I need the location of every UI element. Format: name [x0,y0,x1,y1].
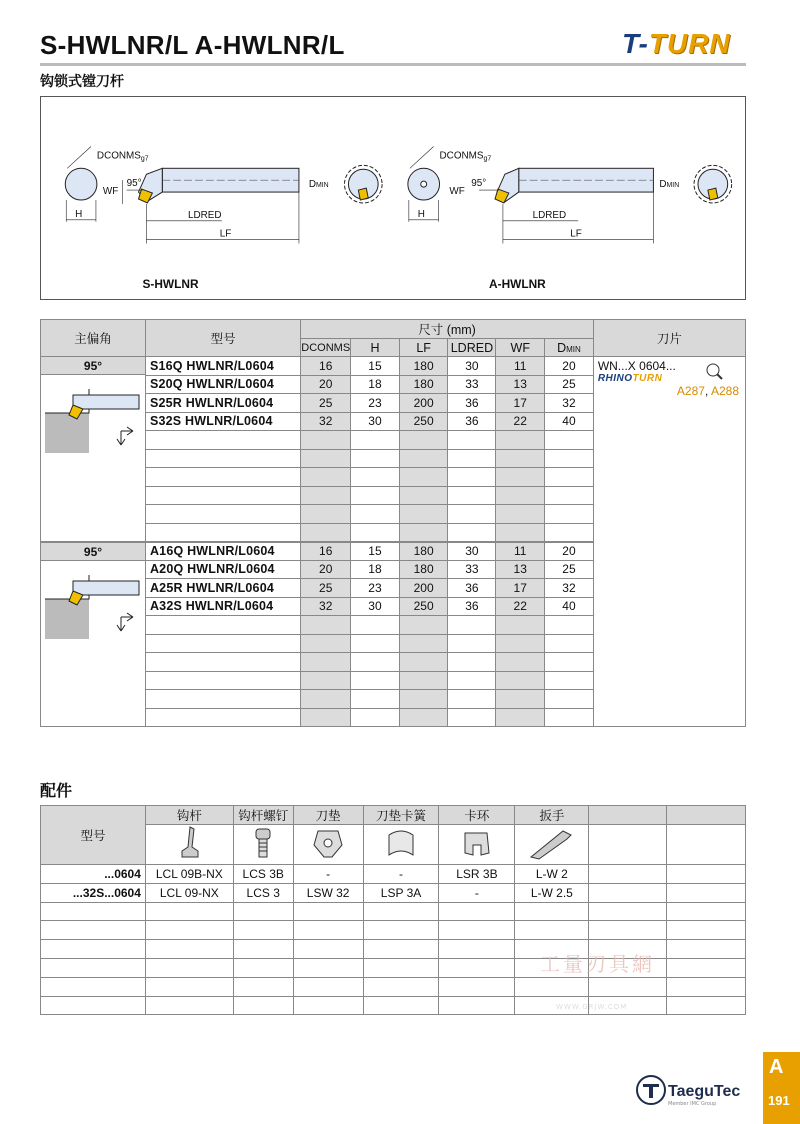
accessory-part [233,921,293,940]
dim-value: 36 [448,597,496,616]
dim-value [399,708,448,727]
dim-value [496,486,545,505]
accessory-part: LSR 3B [439,865,515,884]
accessory-part [293,940,363,959]
dim-value [301,616,351,635]
dim-value: 30 [351,412,400,431]
model-code [145,431,300,450]
dim-value [351,468,400,487]
model-code [145,616,300,635]
dim-value [399,431,448,450]
accessory-model [41,921,146,940]
col-dims-header: 尺寸 (mm) [301,320,594,339]
model-code [145,505,300,524]
dim-value: 33 [448,375,496,394]
accessory-model [41,902,146,921]
accessory-part [145,958,233,977]
section-tab [763,1052,800,1124]
svg-text:DMIN: DMIN [308,179,329,191]
accessory-part: LSW 32 [293,883,363,902]
accessory-part [145,921,233,940]
col-insert-header: 刀片 [593,320,745,357]
accessory-part [667,921,746,940]
dim-value [301,468,351,487]
dim-value [496,523,545,542]
accessory-part [145,977,233,996]
model-code: S32S HWLNR/L0604 [145,412,300,431]
dim-value: 36 [448,412,496,431]
dim-value [448,708,496,727]
dim-value [399,468,448,487]
accessory-part: - [439,883,515,902]
screw-icon [233,825,293,865]
dim-value [545,468,594,487]
accessory-part [667,883,746,902]
shim-spring-icon [363,825,439,865]
svg-text:DCONMSg7: $DCONMS_{g7}$ [96,150,149,163]
accessory-part [439,996,515,1015]
dim-header-h: H [351,339,400,357]
accessory-model: ...32S...0604 [41,883,146,902]
accessory-part [439,958,515,977]
acc-col-clamp-lever: 钩杆 [145,806,233,825]
dim-value: 16 [301,357,351,376]
dim-value [496,653,545,672]
dim-value: 15 [351,542,400,561]
magnifier-icon [704,361,724,381]
accessory-part [667,977,746,996]
dim-value [351,671,400,690]
dim-header-wf: WF [496,339,545,357]
taegutec-logo-text: TaeguTec [668,1083,741,1100]
svg-text:DMIN: DMIN [659,179,680,191]
svg-text:95°: 95° [471,178,487,190]
insert-code: WN...X 0604... [597,359,676,373]
clamp-lever-icon [145,825,233,865]
table-row [41,865,746,884]
table-row [41,977,746,996]
acc-col-empty-2 [667,806,746,825]
dim-value: 13 [496,560,545,579]
rhino-turn-logo: RHINOTURN [597,373,663,384]
dim-value [399,671,448,690]
svg-text:S-HWLNR: S-HWLNR [142,277,199,292]
dim-value [545,616,594,635]
dim-value [448,690,496,709]
svg-text:H: H [417,208,425,220]
approach-angle: 95° [41,543,145,561]
accessory-part: LCL 09-NX [145,883,233,902]
dim-value [496,449,545,468]
angle-cell [41,542,146,727]
page-subtitle: 钩锁式镗刀杆 [40,74,124,90]
accessory-part [515,902,589,921]
accessory-part: LCL 09B-NX [145,865,233,884]
dim-value [351,634,400,653]
dim-value [545,653,594,672]
dim-value: 20 [545,357,594,376]
dim-value [496,431,545,450]
accessory-part [515,921,589,940]
acc-col-model-header: 型号 [41,806,146,865]
dim-value [399,449,448,468]
dim-value: 250 [399,597,448,616]
dim-value: 200 [399,579,448,598]
svg-text:95°: 95° [126,178,142,190]
svg-text:H: H [75,208,83,220]
dim-value [301,708,351,727]
dim-value [545,486,594,505]
accessory-part [145,996,233,1015]
dim-value: 13 [496,375,545,394]
page-ref-link[interactable]: A288 [710,384,739,398]
model-code: S25R HWLNR/L0604 [145,394,300,413]
dim-header-lf: LF [399,339,448,357]
accessory-part [363,996,439,1015]
accessory-part [233,940,293,959]
dim-value [301,671,351,690]
tool-dimension-diagram [41,97,745,299]
dim-value [496,671,545,690]
dim-value: 32 [545,394,594,413]
accessory-part [363,940,439,959]
watermark-url: WWW.GRJW.COM [556,1003,628,1011]
dim-value: 17 [496,579,545,598]
svg-text:DCONMSg7: $DCONMS_{g7}$ [439,150,492,163]
dim-value: 32 [301,597,351,616]
approach-angle: 95° [41,357,145,375]
accessory-part [363,902,439,921]
dim-value [448,634,496,653]
col-model-header: 型号 [145,320,300,357]
dim-value: 25 [545,375,594,394]
dim-value: 200 [399,394,448,413]
dim-value [448,505,496,524]
accessory-part: L-W 2.5 [515,883,589,902]
dim-value: 17 [496,394,545,413]
shim-icon [293,825,363,865]
model-code [145,690,300,709]
dim-value: 40 [545,412,594,431]
page-title: S-HWLNR/L A-HWLNR/L [40,30,345,60]
accessory-part [589,921,667,940]
dim-value: 23 [351,579,400,598]
angle-cell [41,357,146,542]
accessory-part [145,902,233,921]
model-code [145,523,300,542]
dim-value [545,431,594,450]
dim-value: 32 [301,412,351,431]
dim-value: 15 [351,357,400,376]
dim-value: 18 [351,560,400,579]
accessory-part [293,958,363,977]
dim-value [351,653,400,672]
table-row [41,996,746,1015]
dim-value [545,505,594,524]
dim-value [448,468,496,487]
dim-value [351,505,400,524]
model-code [145,671,300,690]
dim-value: 25 [301,394,351,413]
accessory-part: - [363,865,439,884]
taegutec-logo-subtext: Member IMC Group [668,1101,717,1107]
accessory-model [41,940,146,959]
dim-value [545,671,594,690]
accessory-part [667,940,746,959]
toolholder-spec-table [40,319,746,727]
dim-value: 11 [496,542,545,561]
accessory-part: LSP 3A [363,883,439,902]
accessory-part: - [293,865,363,884]
table-row [41,883,746,902]
dim-value [496,505,545,524]
dim-value: 11 [496,357,545,376]
accessory-part [589,902,667,921]
col-angle-header: 主偏角 [41,320,146,357]
dim-value [545,449,594,468]
model-code [145,653,300,672]
dim-value [448,431,496,450]
dim-value [496,468,545,487]
accessory-part [515,977,589,996]
t-turn-logo: T-TURN [622,28,731,59]
dim-value [545,690,594,709]
accessory-part [667,902,746,921]
a-hwlnr-drawing [408,147,732,292]
model-code: S20Q HWLNR/L0604 [145,375,300,394]
boring-bar-pictogram-icon [43,375,143,455]
svg-text:LF: LF [570,228,582,240]
dim-value: 25 [301,579,351,598]
dim-value: 25 [545,560,594,579]
dim-value: 23 [351,394,400,413]
accessory-part [439,977,515,996]
svg-text:LDRED: LDRED [532,209,567,221]
accessory-part [233,977,293,996]
dim-value [351,708,400,727]
accessory-part [233,958,293,977]
dim-header-dconms: DCONMS [301,339,351,357]
dim-value: 180 [399,375,448,394]
svg-text:LF: LF [219,228,232,240]
dim-value [301,486,351,505]
accessory-part [363,977,439,996]
dim-value [496,634,545,653]
dim-value [351,690,400,709]
dim-value [448,449,496,468]
dim-value [351,616,400,635]
dim-value [448,653,496,672]
dim-value: 30 [448,542,496,561]
accessory-part [589,977,667,996]
dim-value [448,523,496,542]
dim-value [351,523,400,542]
dim-value [448,616,496,635]
dim-value [545,634,594,653]
accessories-title: 配件 [40,781,73,800]
svg-text:LDRED: LDRED [188,209,222,221]
dim-value: 36 [448,394,496,413]
dim-value [399,523,448,542]
accessory-part [667,958,746,977]
dim-value [301,653,351,672]
dim-value: 250 [399,412,448,431]
accessory-part [439,921,515,940]
section-letter: A [769,1056,784,1078]
dim-value: 20 [301,560,351,579]
accessory-part [233,996,293,1015]
page-ref-link[interactable]: A287 [676,384,705,398]
dim-value: 20 [301,375,351,394]
dim-value: 36 [448,579,496,598]
accessory-part [439,940,515,959]
boring-bar-pictogram-icon [43,561,143,641]
accessory-part [589,865,667,884]
accessory-part [145,940,233,959]
model-code [145,468,300,487]
dim-value: 20 [545,542,594,561]
accessory-part [293,902,363,921]
accessory-part [293,921,363,940]
dim-value: 18 [351,375,400,394]
dim-value [399,505,448,524]
dim-value [351,449,400,468]
model-code: A25R HWLNR/L0604 [145,579,300,598]
model-code [145,634,300,653]
model-code: A32S HWLNR/L0604 [145,597,300,616]
dim-value [301,634,351,653]
dim-value [399,634,448,653]
clamp-ring-icon [439,825,515,865]
acc-col-shim-spring: 刀垫卡簧 [363,806,439,825]
accessory-part: LCS 3 [233,883,293,902]
dim-value [301,505,351,524]
dim-value [301,449,351,468]
accessory-model [41,958,146,977]
table-row [41,902,746,921]
dim-value [399,653,448,672]
dim-value: 33 [448,560,496,579]
accessory-part [293,996,363,1015]
dim-value [496,616,545,635]
dim-value: 22 [496,412,545,431]
dim-header-ldred: LDRED [448,339,496,357]
dim-value: 30 [448,357,496,376]
dim-value [301,690,351,709]
accessory-part [233,902,293,921]
dim-value: 40 [545,597,594,616]
s-hwlnr-drawing [65,147,382,292]
insert-cell: WN...X 0604... RHINOTURN A287, A288 [593,357,745,727]
accessory-part [363,958,439,977]
model-code: A20Q HWLNR/L0604 [145,560,300,579]
dim-value [351,431,400,450]
accessory-part [363,921,439,940]
dim-value: 180 [399,542,448,561]
acc-col-clamp-ring: 卡环 [439,806,515,825]
accessory-part [589,883,667,902]
dim-value: 30 [351,597,400,616]
acc-col-shim: 刀垫 [293,806,363,825]
svg-text:WF: WF [102,186,119,198]
dim-value [399,616,448,635]
dim-value [448,486,496,505]
model-code [145,708,300,727]
model-code [145,449,300,468]
dim-value: 16 [301,542,351,561]
title-divider [40,63,746,66]
svg-text:WF: WF [449,186,465,198]
accessory-model: ...0604 [41,865,146,884]
dim-value: 180 [399,357,448,376]
table-row [41,357,746,376]
dim-header-dmin: DMIN [545,339,594,357]
accessory-part [667,996,746,1015]
accessory-part: LCS 3B [233,865,293,884]
accessory-part [667,865,746,884]
acc-col-empty-1 [589,806,667,825]
taegutec-logo-icon [636,1075,666,1109]
dim-value [399,690,448,709]
page-number: 191 [768,1093,790,1108]
dim-value [448,671,496,690]
svg-text:A-HWLNR: A-HWLNR [489,277,546,292]
wrench-icon [515,825,589,865]
accessory-part: L-W 2 [515,865,589,884]
dim-value [301,431,351,450]
dim-value [496,690,545,709]
dim-value: 180 [399,560,448,579]
dim-value [351,486,400,505]
dim-value [496,708,545,727]
watermark: 工量刃具網 [540,952,655,976]
dim-value: 22 [496,597,545,616]
tool-diagram-panel [40,96,746,300]
table-row [41,921,746,940]
accessory-part [439,902,515,921]
acc-col-clamp-screw: 钩杆螺钉 [233,806,293,825]
accessories-table [40,805,746,1015]
dim-value [545,708,594,727]
model-code: A16Q HWLNR/L0604 [145,542,300,561]
dim-value [301,523,351,542]
dim-value [399,486,448,505]
model-code: S16Q HWLNR/L0604 [145,357,300,376]
acc-col-wrench: 扳手 [515,806,589,825]
dim-value: 32 [545,579,594,598]
accessory-part [293,977,363,996]
accessory-model [41,996,146,1015]
dim-value [545,523,594,542]
accessory-model [41,977,146,996]
model-code [145,486,300,505]
